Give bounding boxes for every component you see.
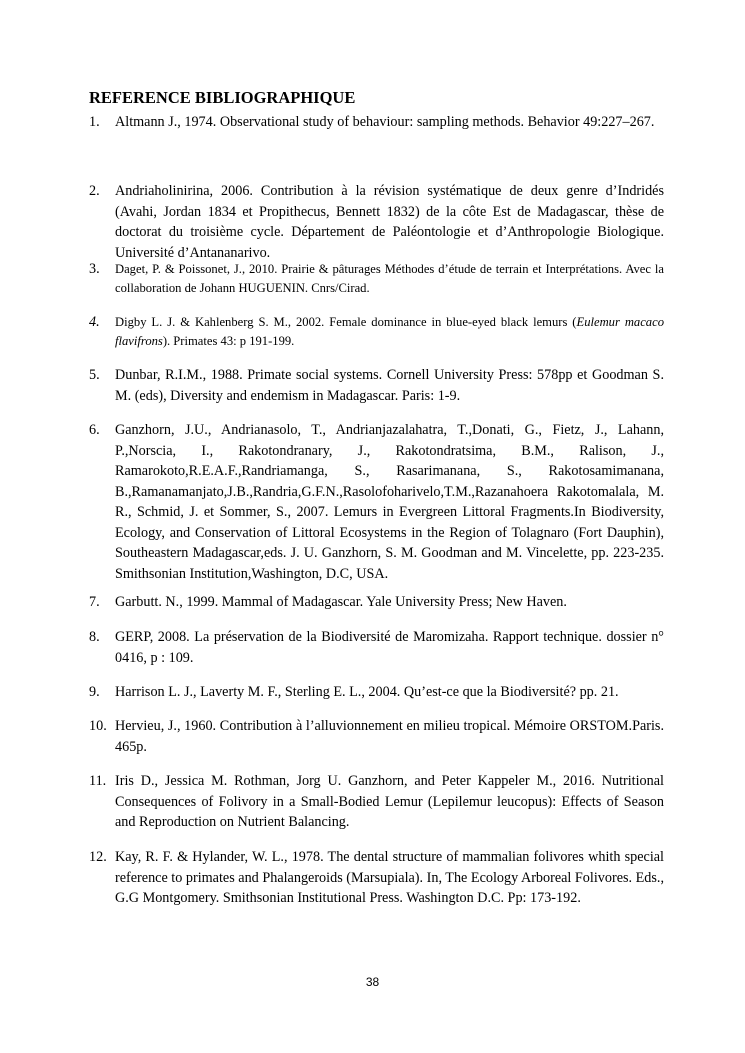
page-number: 38 bbox=[365, 975, 380, 989]
reference-text: Daget, P. & Poissonet, J., 2010. Prairie & pâturages Méthodes d’étude de terrain et Interprétations. Avec la collaboration de Johann HUGUENIN. Cnrs/Cirad. bbox=[115, 262, 664, 295]
reference-item bbox=[89, 260, 664, 298]
reference-item bbox=[89, 716, 664, 757]
reference-text bbox=[115, 313, 664, 351]
reference-item bbox=[89, 313, 664, 351]
reference-text: Iris D., Jessica M. Rothman, Jorg U. Ganzhorn, and Peter Kappeler M., 2016. Nutritional Consequences of Folivory in a Small-Bodied Lemur (Lepilemur leucopus): Effects of Season and Reproduction on Nutrient Balancing. bbox=[115, 773, 664, 830]
reference-item bbox=[89, 847, 664, 909]
reference-text: Harrison L. J., Laverty M. F., Sterling E. L., 2004. Qu’est-ce que la Biodiversité? pp. 21. bbox=[115, 684, 619, 700]
reference-number: 1. bbox=[89, 114, 100, 130]
reference-text: Hervieu, J., 1960. Contribution à l’alluvionnement en milieu tropical. Mémoire ORSTOM.Paris. 465p. bbox=[115, 718, 664, 755]
reference-item bbox=[89, 771, 664, 833]
reference-item bbox=[89, 181, 664, 263]
reference-item bbox=[89, 420, 664, 584]
reference-item bbox=[89, 592, 664, 613]
reference-number: 2. bbox=[89, 183, 100, 199]
reference-text: Dunbar, R.I.M., 1988. Primate social systems. Cornell University Press: 578pp et Goodman S. M. (eds), Diversity and endemism in Madagascar. Paris: 1-9. bbox=[115, 367, 664, 404]
reference-number: 6. bbox=[89, 422, 100, 438]
reference-text: Kay, R. F. & Hylander, W. L., 1978. The dental structure of mammalian folivores whith special reference to primates and Phalangeroids (Marsupiala). In, The Ecology Arboreal Folivores. Eds., G.G Montgomery. Smithsonian Institutional Press. Washington D.C. Pp: 173-192. bbox=[115, 849, 664, 906]
reference-number: 10. bbox=[89, 718, 107, 734]
reference-text: Ganzhorn, J.U., Andrianasolo, T., Andrianjazalahatra, T.,Donati, G., Fietz, J., Lahann, P.,Norscia, I., Rakotondranary, J., Rakotondratsima, B.M., Ralison, J., Ramarokoto,R.E.A.F.,Randriamanga, S., Rasarimanana, S., Rakotosamimanana, B.,Ramanamanjato,J.B.,Randria,G.F.N.,Rasolofoharivelo,T.M.,Razanahoera Rakotomalala, M. R., Schmid, J. et Sommer, S., 2007. Lemurs in Evergreen Littoral Fragments.In Biodiversity, Ecology, and Conservation of Littoral Ecosystems in the Region of Tolagnaro (Fort Dauphin), Southeastern Madagascar,eds. J. U. Ganzhorn, S. M. Goodman and M. Vincelette, pp. 223-235. Smithsonian Institution,Washington, D.C, USA. bbox=[115, 422, 664, 582]
reference-number: 7. bbox=[89, 594, 100, 610]
page-heading: REFERENCE BIBLIOGRAPHIQUE bbox=[89, 88, 356, 107]
reference-text-part: ). Primates 43: p 191-199. bbox=[162, 334, 295, 348]
reference-item bbox=[89, 627, 664, 668]
reference-text: Garbutt. N., 1999. Mammal of Madagascar. Yale University Press; New Haven. bbox=[115, 594, 567, 610]
reference-item bbox=[89, 365, 664, 406]
reference-text-part: Digby L. J. & Kahlenberg S. M., 2002. Female dominance in blue-eyed black lemurs ( bbox=[115, 315, 577, 329]
reference-number: 8. bbox=[89, 629, 100, 645]
reference-item bbox=[89, 112, 664, 133]
reference-number: 5. bbox=[89, 367, 100, 383]
reference-item bbox=[89, 682, 664, 703]
reference-number: 9. bbox=[89, 684, 100, 700]
species-name-italic: Eulemur macaco flavifrons bbox=[115, 315, 664, 348]
reference-number: 11. bbox=[89, 773, 107, 789]
reference-number: 3. bbox=[89, 261, 100, 277]
reference-text: Altmann J., 1974. Observational study of behaviour: sampling methods. Behavior 49:227–267. bbox=[115, 114, 655, 130]
reference-number: 4. bbox=[89, 314, 100, 330]
reference-text: GERP, 2008. La préservation de la Biodiversité de Maromizaha. Rapport technique. dossier n° 0416, p : 109. bbox=[115, 629, 664, 666]
reference-number: 12. bbox=[89, 849, 107, 865]
reference-text: Andriaholinirina, 2006. Contribution à la révision systématique de deux genre d’Indridés (Avahi, Jordan 1834 et Propithecus, Bennett 1832) de la côte Est de Madagascar, thèse de doctorat du troisième cycle. Département de Paléontologie et d’Anthropologie Biologique. Université d’Antananarivo. bbox=[115, 183, 664, 261]
